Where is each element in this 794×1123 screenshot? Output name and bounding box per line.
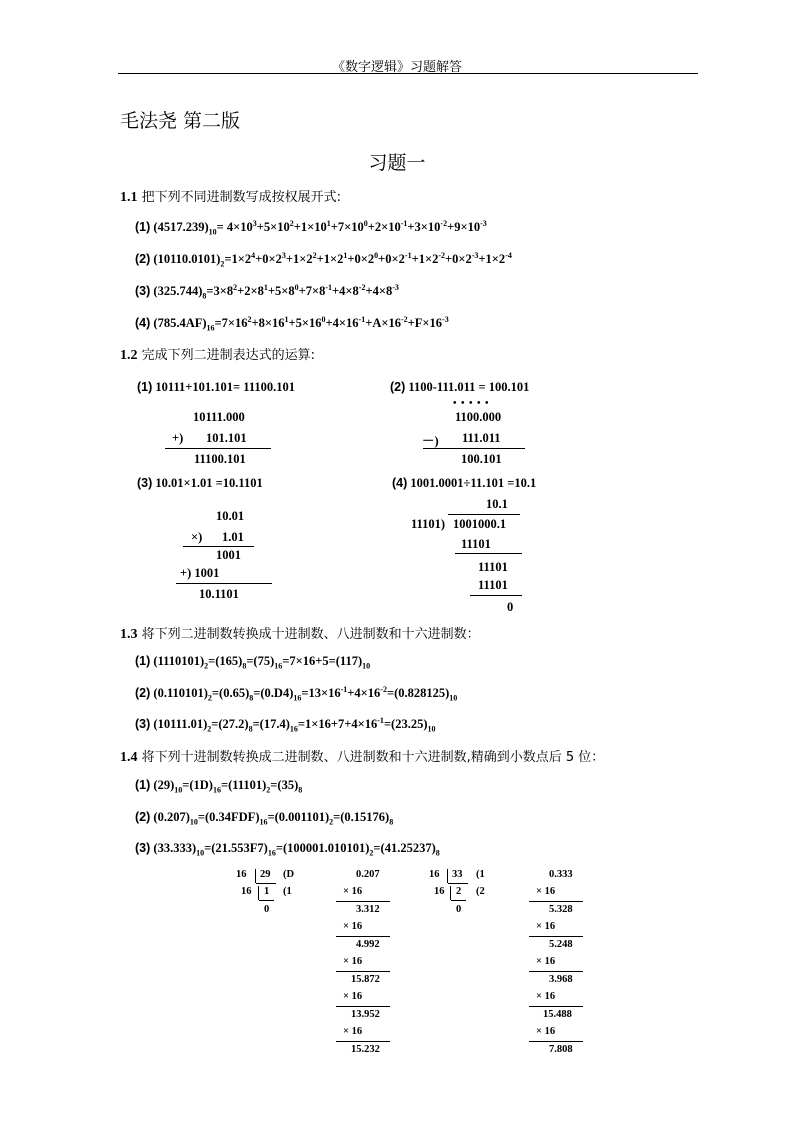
div29-row1-value: 29 xyxy=(260,869,271,880)
div33-row1-digit: (1 xyxy=(476,869,485,880)
add-rule xyxy=(165,448,271,449)
s12-problem-1 xyxy=(137,380,295,395)
section-number: 1.3 xyxy=(120,627,138,642)
mul333-rule-1 xyxy=(529,901,583,902)
section-number: 1.2 xyxy=(120,348,138,363)
mul333-start: 0.333 xyxy=(549,869,573,880)
sub-operand-b: 111.011 xyxy=(462,431,501,445)
div-rule-1 xyxy=(455,553,522,554)
item-marker: (1) xyxy=(135,220,151,235)
section-1-4-heading xyxy=(120,746,604,766)
mul207-mult-4: × 16 xyxy=(343,991,363,1002)
mul207-rule-3 xyxy=(336,971,390,972)
s14-item-2 xyxy=(135,810,393,827)
add-operand-a: 10111.000 xyxy=(193,410,245,424)
section-number: 1.1 xyxy=(120,190,138,205)
item-marker: (3) xyxy=(137,476,153,490)
mul333-value-4: 15.488 xyxy=(543,1009,572,1020)
add-operand-b: 101.101 xyxy=(206,431,247,445)
section-number: 1.4 xyxy=(120,750,138,765)
div29-rule-2 xyxy=(259,900,274,901)
item-expression: $(1110101)_2=(165)_8=(75)_{16}=7\times 16+5=(117)_{10}$ xyxy=(153,654,371,671)
s13-item-1 xyxy=(135,654,370,671)
mul333-value-2: 5.248 xyxy=(549,939,573,950)
mul-operand-a: 10.01 xyxy=(216,509,245,523)
mul333-rule-2 xyxy=(529,936,583,937)
item-expression: 1100-111.011 = 100.101 xyxy=(408,380,530,394)
mul333-mult-5: × 16 xyxy=(536,1026,556,1037)
add-result: 11100.101 xyxy=(194,452,246,466)
page-header: 《数字逻辑》习题解答 xyxy=(331,60,462,75)
item-marker: (4) xyxy=(392,476,408,490)
div29-row1-base: 16 xyxy=(236,869,247,880)
item-marker: (1) xyxy=(137,380,153,394)
borrow-dots: • • • • • xyxy=(453,398,490,409)
sub-result: 100.101 xyxy=(461,452,502,466)
s13-item-2 xyxy=(135,685,457,703)
item-expression: $(10111.01)_2=(27.2)_8=(17.4)_{16}=1\times 16+7+4\times 16^{-1}=(23.25)_{10}$ xyxy=(153,716,436,734)
div33-row2-digit: (2 xyxy=(476,886,485,897)
item-expression: $(0.110101)_2=(0.65)_8=(0.D4)_{16}=13\times 16^{-1}+4\times 16^{-2}=(0.828125)_{10}$ xyxy=(153,685,458,703)
section-1-2-heading xyxy=(120,344,315,364)
div29-bracket-1 xyxy=(255,869,256,883)
section-1-3-heading xyxy=(120,623,480,643)
section-title: 把下列不同进制数写成按权展开式: xyxy=(141,190,342,205)
mul207-rule-1 xyxy=(336,901,390,902)
div29-row1-digit: (D xyxy=(283,869,295,880)
item-expression: $(325.744)_8=3\times 8^2+2\times 8^1+5\times 8^0+7\times 8^{-1}+4\times 8^{-2}+4\times 8^{-3}$ xyxy=(153,283,399,301)
s12-problem-2 xyxy=(390,380,529,395)
mul-operator: ×) xyxy=(191,530,203,544)
div29-row3: 0 xyxy=(264,904,270,915)
mul207-mult-2: × 16 xyxy=(343,921,363,932)
mul333-mult-3: × 16 xyxy=(536,956,556,967)
mul207-mult-1: × 16 xyxy=(343,886,363,897)
div29-row2-base: 16 xyxy=(241,886,252,897)
div-step-1: 11101 xyxy=(461,537,491,551)
section-1-1-heading xyxy=(120,186,341,206)
mul333-value-5: 7.808 xyxy=(549,1044,573,1055)
add-operator: +) xyxy=(172,431,184,445)
item-expression: $(33.333)_{10}=(21.553F7)_{16}=(100001.010101)_2=(41.25237)_8$ xyxy=(153,841,440,858)
item-marker: (2) xyxy=(135,810,151,824)
item-expression: $(29)_{10}=(1D)_{16}=(11101)_2=(35)_8$ xyxy=(153,778,303,795)
mul333-rule-4 xyxy=(529,1006,583,1007)
item-expression: $(785.4AF)_{16}=7\times 16^2+8\times 16^1+5\times 16^0+4\times 16^{-1}+A\times 16^{-2}+F\times 16^{-3}$ xyxy=(153,315,449,333)
div-step-2: 11101 xyxy=(478,560,508,574)
div33-row2-base: 16 xyxy=(434,886,445,897)
s12-problem-4 xyxy=(392,476,536,491)
mul-partial-2: +) 1001 xyxy=(180,566,220,580)
div29-rule-1 xyxy=(256,883,276,884)
sub-operand-a: 1100.000 xyxy=(455,410,502,424)
item-expression: 10.01×1.01 =10.1101 xyxy=(155,476,263,490)
s12-problem-3 xyxy=(137,476,263,491)
div-step-3: 11101 xyxy=(478,578,508,592)
book-title: 毛法尧 第二版 xyxy=(120,110,241,132)
item-expression: 1001.0001÷11.101 =10.1 xyxy=(410,476,537,490)
div-bar xyxy=(448,514,520,515)
mul333-rule-3 xyxy=(529,971,583,972)
mul333-rule-5 xyxy=(529,1041,583,1042)
mul207-rule-5 xyxy=(336,1041,390,1042)
div33-bracket-1 xyxy=(447,869,448,883)
div29-row2-digit: (1 xyxy=(283,886,292,897)
s11-item-1 xyxy=(135,219,487,237)
div-dividend: 1001000.1 xyxy=(453,517,507,531)
mul-operand-b: 1.01 xyxy=(222,530,244,544)
div33-row3: 0 xyxy=(456,904,462,915)
mul207-value-2: 4.992 xyxy=(356,939,380,950)
header-rule xyxy=(118,73,698,74)
mul207-rule-4 xyxy=(336,1006,390,1007)
item-marker: (4) xyxy=(135,316,151,331)
sub-operator: －) xyxy=(422,434,439,448)
sub-rule xyxy=(423,448,525,449)
mul207-mult-5: × 16 xyxy=(343,1026,363,1037)
item-expression: $(4517.239)_{10}= 4\times 10^3+5\times 10^2+1\times 10^1+7\times 10^0+2\times 10^{-1}+3\times 10^{-2}+9\times 10^{-3}$ xyxy=(153,219,487,237)
item-expression: 10111+101.101= 11100.101 xyxy=(155,380,296,394)
div29-row2-value: 1 xyxy=(264,886,270,897)
div33-rule-2 xyxy=(451,900,466,901)
item-marker: (3) xyxy=(135,717,151,732)
item-marker: (1) xyxy=(135,654,151,668)
section-title: 完成下列二进制表达式的运算: xyxy=(141,348,316,363)
chapter-title: 习题一 xyxy=(368,152,426,174)
mul207-value-4: 13.952 xyxy=(351,1009,380,1020)
mul207-start: 0.207 xyxy=(356,869,380,880)
div-rule-2 xyxy=(470,595,522,596)
div33-row1-value: 33 xyxy=(452,869,463,880)
s11-item-4 xyxy=(135,315,449,333)
mul207-value-3: 15.872 xyxy=(351,974,380,985)
s14-item-3 xyxy=(135,841,440,858)
item-expression: $(0.207)_{10}=(0.34FDF)_{16}=(0.001101)_2=(0.15176)_8$ xyxy=(153,810,394,827)
mul333-mult-4: × 16 xyxy=(536,991,556,1002)
div-divisor: 11101) xyxy=(411,517,446,531)
mul-sum-rule xyxy=(176,583,272,584)
item-marker: (3) xyxy=(135,841,151,855)
item-marker: (3) xyxy=(135,284,151,299)
div33-rule-1 xyxy=(448,883,468,884)
mul-rule xyxy=(183,546,254,547)
s11-item-3 xyxy=(135,283,399,301)
div33-bracket-2 xyxy=(450,886,451,900)
item-marker: (2) xyxy=(390,380,406,394)
div-remainder: 0 xyxy=(507,600,514,614)
section-title: 将下列十进制数转换成二进制数、八进制数和十六进制数,精确到小数点后 5 位： xyxy=(141,750,605,765)
section-title: 将下列二进制数转换成十进制数、八进制数和十六进制数： xyxy=(141,627,480,642)
s11-item-2 xyxy=(135,251,512,269)
mul207-mult-3: × 16 xyxy=(343,956,363,967)
mul-result: 10.1101 xyxy=(199,587,239,601)
mul333-value-1: 5.328 xyxy=(549,904,573,915)
mul-partial-1: 1001 xyxy=(216,548,241,562)
mul207-value-1: 3.312 xyxy=(356,904,380,915)
mul333-mult-1: × 16 xyxy=(536,886,556,897)
s13-item-3 xyxy=(135,716,436,734)
mul333-value-3: 3.968 xyxy=(549,974,573,985)
div-quotient: 10.1 xyxy=(486,497,508,511)
mul207-rule-2 xyxy=(336,936,390,937)
s14-item-1 xyxy=(135,778,302,795)
div33-row2-value: 2 xyxy=(456,886,462,897)
div29-bracket-2 xyxy=(258,886,259,900)
item-expression: $(10110.0101)_2=1\times 2^4+0\times 2^3+1\times 2^2+1\times 2^1+0\times 2^0+0\times 2^{-1}+1\times 2^{-2}+0\times 2^{-3}+1\times 2^{-4}$ xyxy=(153,251,512,269)
item-marker: (1) xyxy=(135,778,151,792)
item-marker: (2) xyxy=(135,252,151,267)
div33-row1-base: 16 xyxy=(429,869,440,880)
mul207-value-5: 15.232 xyxy=(351,1044,380,1055)
item-marker: (2) xyxy=(135,686,151,701)
mul333-mult-2: × 16 xyxy=(536,921,556,932)
